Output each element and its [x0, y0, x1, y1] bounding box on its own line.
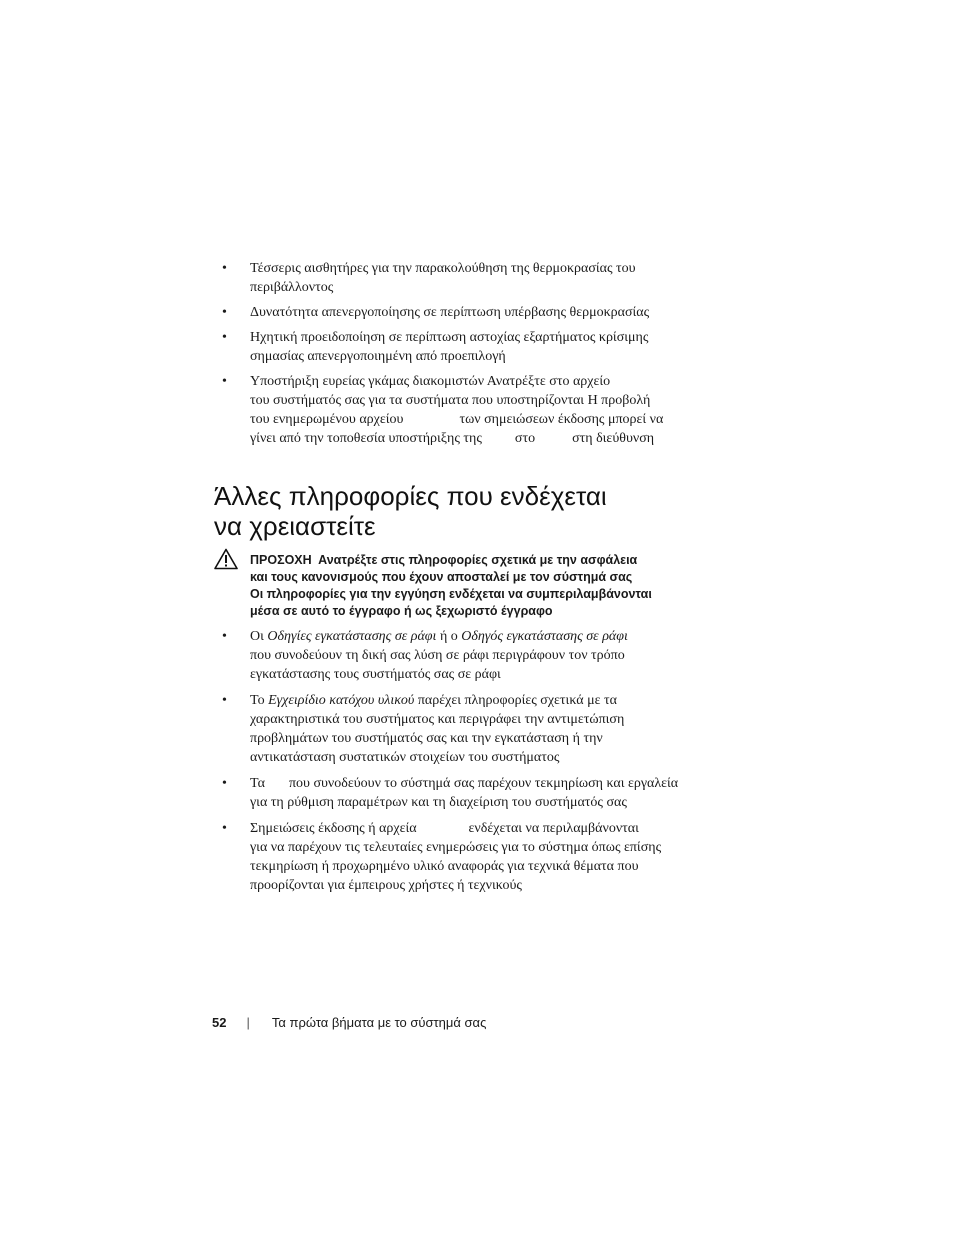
documentation-list: [222, 627, 722, 902]
bullet-icon: •: [222, 305, 227, 320]
page-footer: [212, 1015, 486, 1030]
footer-separator: |: [246, 1015, 250, 1030]
section-heading: Άλλες πληροφορίες που ενδέχεται να χρειαστείτε: [214, 481, 607, 541]
list-item: • Τα που συνοδεύουν το σύστημά σας παρέχουν τεκμηρίωση και εργαλεία για τη ρύθμιση παραμέτρων και τη διαχείριση του συστήματός σας: [222, 776, 679, 810]
bullet-icon: •: [222, 374, 227, 389]
warning-triangle-icon: [214, 548, 238, 570]
bullet-icon: •: [222, 693, 227, 708]
list-item: • Σημειώσεις έκδοσης ή αρχεία ενδέχεται να περιλαμβάνονται για να παρέχουν τις τελευταίες ενημερώσεις για το σύστημα όπως επίσης τεκμηρίωση ή προχωρημένο υλικό αναφοράς για τεχνικά θέματα που προορίζονται για έμπειρους χρήστες ή τεχνικούς: [222, 821, 662, 893]
caution-notice: ΠΡΟΣΟΧΗ Ανατρέξτε στις πληροφορίες σχετικά με την ασφάλεια και τους κανονισμούς που έχουν αποσταλεί με τον σύστημά σας Οι πληροφορίες για την εγγύηση ενδέχεται να συμπεριλαμβάνονται μέσα σε αυτό το έγγραφο ή ως ξεχωριστό έγγραφο: [214, 548, 734, 620]
footer-title: Τα πρώτα βήματα με το σύστημά σας: [271, 1015, 487, 1030]
list-item: • Το Εγχειρίδιο κατόχου υλικού παρέχει πληροφορίες σχετικά με τα χαρακτηριστικά του συστήματος και περιγράφει την αντιμετώπιση προβλημάτων του συστήματός σας και την εγκατάσταση ή την αντικατάσταση συστατικών στοιχείων του συστήματος: [222, 693, 625, 765]
bullet-icon: •: [222, 261, 227, 276]
bullet-icon: •: [222, 629, 227, 644]
list-item: • Ηχητική προειδοποίηση σε περίπτωση αστοχίας εξαρτήματος κρίσιμης σημασίας απενεργοποιημένη από προεπιλογή: [222, 330, 649, 364]
list-item: • Τέσσερις αισθητήρες για την παρακολούθηση της θερμοκρασίας του περιβάλλοντος: [222, 261, 636, 295]
list-item: • Δυνατότητα απενεργοποίησης σε περίπτωση υπέρβασης θερμοκρασίας: [222, 305, 650, 320]
bullet-icon: •: [222, 776, 227, 791]
caution-label: ΠΡΟΣΟΧΗ: [250, 553, 312, 567]
list-item: • Υποστήριξη ευρείας γκάμας διακομιστών Ανατρέξτε στο αρχείο του συστήματός σας για τα συστήματα που υποστηρίζονται Η προβολή του ενημερωμένου αρχείου των σημειώσεων έκδοσης μπορεί να γίνει από την τοποθεσία υποστήριξης της στο στη διεύθυνση: [222, 374, 664, 446]
feature-list: [222, 259, 722, 454]
page-number: 52: [212, 1015, 227, 1030]
bullet-icon: •: [222, 330, 227, 345]
bullet-icon: •: [222, 821, 227, 836]
list-item: • Οι Οδηγίες εγκατάστασης σε ράφι ή ο Οδηγός εγκατάστασης σε ράφι που συνοδεύουν τη δική σας λύση σε ράφι περιγράφουν τον τρόπο εγκατάστασης τους συστήματός σας σε ράφι: [222, 629, 628, 682]
